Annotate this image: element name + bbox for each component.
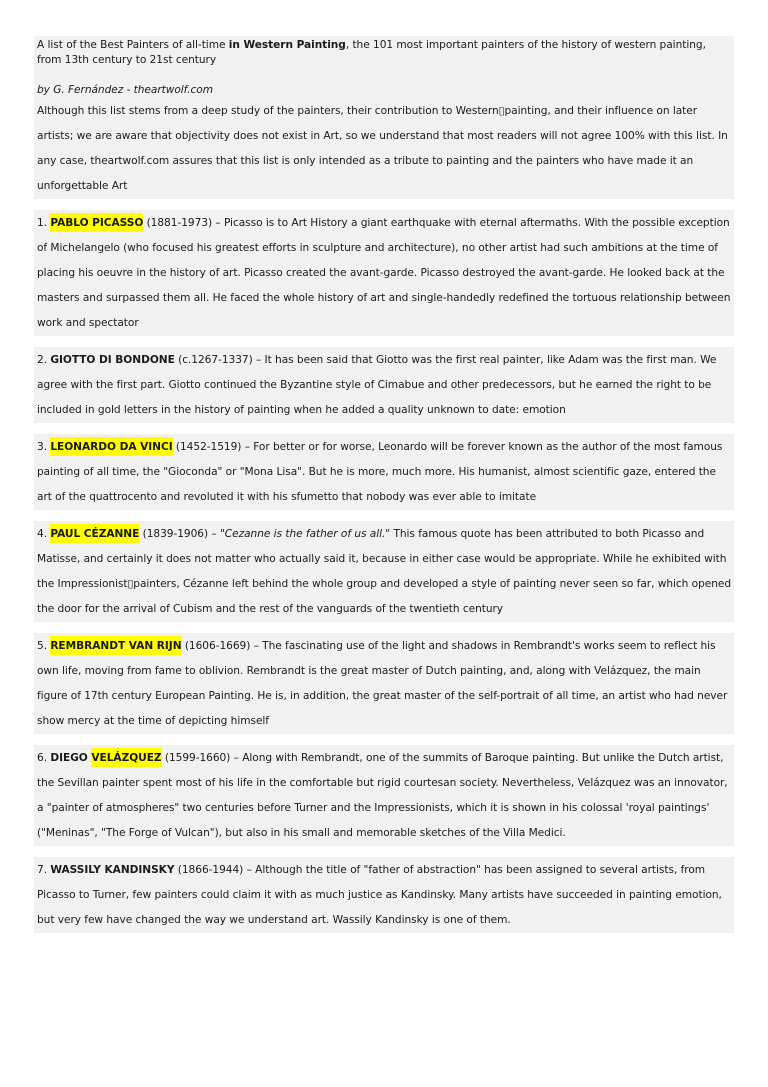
entry-text: (c.1267-1337) – It has been said that Giotto was the first real painter, like Adam was the first man. We agree with the first part. Giotto continued the Byzantine style of Cimabue and other predecessors, but he earned the right to be included in gold letters in the history of painting when he added a quality unknown to date: emotion bbox=[37, 354, 717, 416]
document-page bbox=[34, 36, 734, 933]
painter-name: DIEGO bbox=[50, 752, 92, 764]
entry-quote: "Cezanne is the father of us all." bbox=[219, 528, 391, 540]
list-item bbox=[34, 210, 734, 336]
painter-name: GIOTTO DI BONDONE bbox=[50, 354, 175, 366]
painter-name-highlighted: PABLO PICASSO bbox=[50, 213, 143, 232]
entry-number: 2. bbox=[37, 354, 51, 366]
entry-text: (1839-1906) – bbox=[139, 528, 220, 540]
list-item bbox=[34, 521, 734, 622]
entry-number: 5. bbox=[37, 640, 51, 652]
entry-text-cont: This famous quote has been attributed to both Picasso and Matisse, and certainly it does not matter who actually said it, because in either case would be appropriate. While he exhibited with the Impressionist bbox=[37, 528, 727, 590]
missing-glyph-icon: ▯ bbox=[498, 105, 505, 117]
painter-name: WASSILY KANDINSKY bbox=[50, 864, 175, 876]
disclaimer-text: Although this list stems from a deep study of the painters, their contribution to Western bbox=[37, 105, 499, 117]
painter-name-highlighted: REMBRANDT VAN RIJN bbox=[50, 636, 181, 655]
entry-number: 7. bbox=[37, 864, 51, 876]
disclaimer-text-rest: painting, and their influence on later artists; we are aware that objectivity does not exist in Art, so we understand that most readers will not agree 100% with this list. In any case, theartwolf.com assures that this list is only intended as a tribute to painting and the painters who have made it an unforgettable Art bbox=[37, 105, 728, 192]
entry-number: 3. bbox=[37, 441, 51, 453]
list-item bbox=[34, 434, 734, 510]
painter-name-highlighted: PAUL CÉZANNE bbox=[50, 524, 139, 543]
list-item bbox=[34, 857, 734, 933]
entry-text: (1866-1944) – Although the title of "father of abstraction" has been assigned to several artists, from Picasso to Turner, few painters could claim it with as much justice as Kandinsky. Many artists have succeeded in painting emotion, but very few have changed the way we understand art. Wassily Kandinsky is one of them. bbox=[37, 864, 722, 926]
entry-number: 6. bbox=[37, 752, 51, 764]
list-item bbox=[34, 633, 734, 734]
byline: by G. Fernández - theartwolf.com bbox=[34, 71, 734, 98]
painter-name-highlighted: LEONARDO DA VINCI bbox=[50, 437, 172, 456]
entry-text: (1881-1973) – Picasso is to Art History a giant earthquake with eternal aftermaths. With the possible exception of Michelangelo (who focused his greatest efforts in sculpture and architecture), no other artist had such ambitions at the time of placing his oeuvre in the history of art. Picasso created the avant-garde. Picasso destroyed the avant-garde. He looked back at the masters and surpassed them all. He faced the whole history of art and single-handedly redefined the tortuous relationship between work and spectator bbox=[37, 217, 731, 329]
intro-paragraph bbox=[34, 36, 734, 71]
entry-text: (1599-1660) – Along with Rembrandt, one of the summits of Baroque painting. But unlike the Dutch artist, the Sevillan painter spent most of his life in the comfortable but rigid courtesan society. Nevertheless, Velázquez was an innovator, a "painter of atmospheres" two centuries before Turner and the Impressionists, which it is shown in his colossal 'royal paintings' ("Meninas", "The Forge of Vulcan"), but also in his small and memorable sketches of the Villa Medici. bbox=[37, 752, 728, 839]
missing-glyph-icon: ▯ bbox=[127, 578, 134, 590]
entry-text: (1606-1669) – The fascinating use of the light and shadows in Rembrandt's works seem to reflect his own life, moving from fame to oblivion. Rembrandt is the great master of Dutch painting, and, along with Velázquez, the main figure of 17th century European Painting. He is, in addition, the great master of the self-portrait of all time, an artist who had never show mercy at the time of depicting himself bbox=[37, 640, 728, 727]
entry-number: 4. bbox=[37, 528, 51, 540]
entry-number: 1. bbox=[37, 217, 51, 229]
disclaimer-paragraph bbox=[34, 98, 734, 199]
entry-text: (1452-1519) – For better or for worse, Leonardo will be forever known as the author of the most famous painting of all time, the "Gioconda" or "Mona Lisa". But he is more, much more. His humanist, almost scientific gaze, entered the art of the quattrocento and revoluted it with his sfumetto that nobody was ever able to imitate bbox=[37, 441, 723, 503]
painter-name-highlighted: VELÁZQUEZ bbox=[91, 748, 161, 767]
intro-text-rest: , the 101 most important painters of the history of western painting, from 13th century to 21st century bbox=[37, 39, 706, 66]
intro-text: A list of the Best Painters of all-time bbox=[37, 39, 229, 51]
entry-text-rest: painters, Cézanne left behind the whole group and developed a style of painting never seen so far, which opened the door for the arrival of Cubism and the rest of the vanguards of the twentieth century bbox=[37, 578, 732, 615]
list-item bbox=[34, 347, 734, 423]
intro-bold: in Western Painting bbox=[228, 39, 346, 51]
list-item bbox=[34, 745, 734, 846]
